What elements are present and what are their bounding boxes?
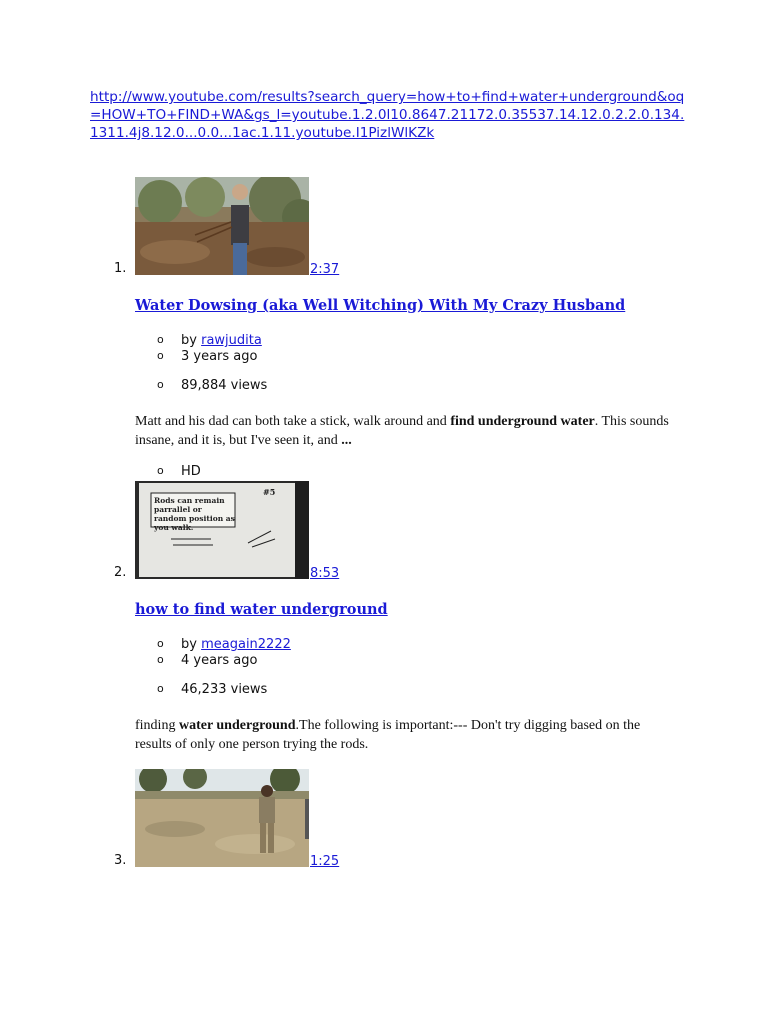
video-duration-link[interactable]: 2:37	[310, 262, 340, 277]
bullet: o	[157, 682, 164, 695]
video-thumbnail-3[interactable]	[135, 769, 309, 867]
bullet: o	[157, 333, 164, 346]
video-title-link[interactable]: how to find water underground	[135, 601, 388, 618]
video-thumbnail-1[interactable]	[135, 177, 309, 275]
bullet: o	[157, 464, 164, 477]
thumbnail-sign-text: Rods can remain parrallel or random position as you walk.	[154, 496, 235, 532]
result-number: 3.	[114, 853, 127, 868]
hd-badge: HD	[181, 464, 201, 479]
thumbnail-sign-mark: #5	[263, 487, 276, 497]
video-duration-link[interactable]: 8:53	[310, 566, 340, 581]
video-duration-link[interactable]: 1:25	[310, 854, 340, 869]
bullet: o	[157, 378, 164, 391]
author-link[interactable]: rawjudita	[201, 333, 262, 348]
thumbnail-field-man-image	[135, 769, 309, 867]
result-number: 2.	[114, 565, 127, 580]
video-thumbnail-2[interactable]	[135, 481, 309, 579]
video-title-link[interactable]: Water Dowsing (aka Well Witching) With My Crazy Husband	[135, 297, 626, 314]
video-description: Matt and his dad can both take a stick, walk around and find underground water. This sounds insane, and it is, but I've seen it, and ...	[135, 414, 669, 448]
thumbnail-dowsing-man-image	[135, 177, 309, 275]
bullet: o	[157, 637, 164, 650]
video-description: finding water underground.The following is important:--- Don't try digging based on the results of only one person trying the rods.	[135, 718, 641, 752]
bullet: o	[157, 349, 164, 362]
search-results-url-link[interactable]: http://www.youtube.com/results?search_query=how+to+find+water+underground&oq=HOW+TO+FIND+WA&gs_l=youtube.1.2.0l10.8647.21172.0.35537.14.12.0.2.2.0.134.1311.4j8.12.0...0.0...1ac.1.11.youtube.I1PizlWlKZk	[90, 89, 685, 141]
author-link[interactable]: meagain2222	[201, 637, 291, 652]
by-label: by	[181, 637, 197, 652]
bullet: o	[157, 653, 164, 666]
result-number: 1.	[114, 261, 127, 276]
upload-age: 4 years ago	[181, 653, 258, 668]
view-count: 46,233 views	[181, 682, 268, 697]
upload-age: 3 years ago	[181, 349, 258, 364]
by-label: by	[181, 333, 197, 348]
view-count: 89,884 views	[181, 378, 268, 393]
